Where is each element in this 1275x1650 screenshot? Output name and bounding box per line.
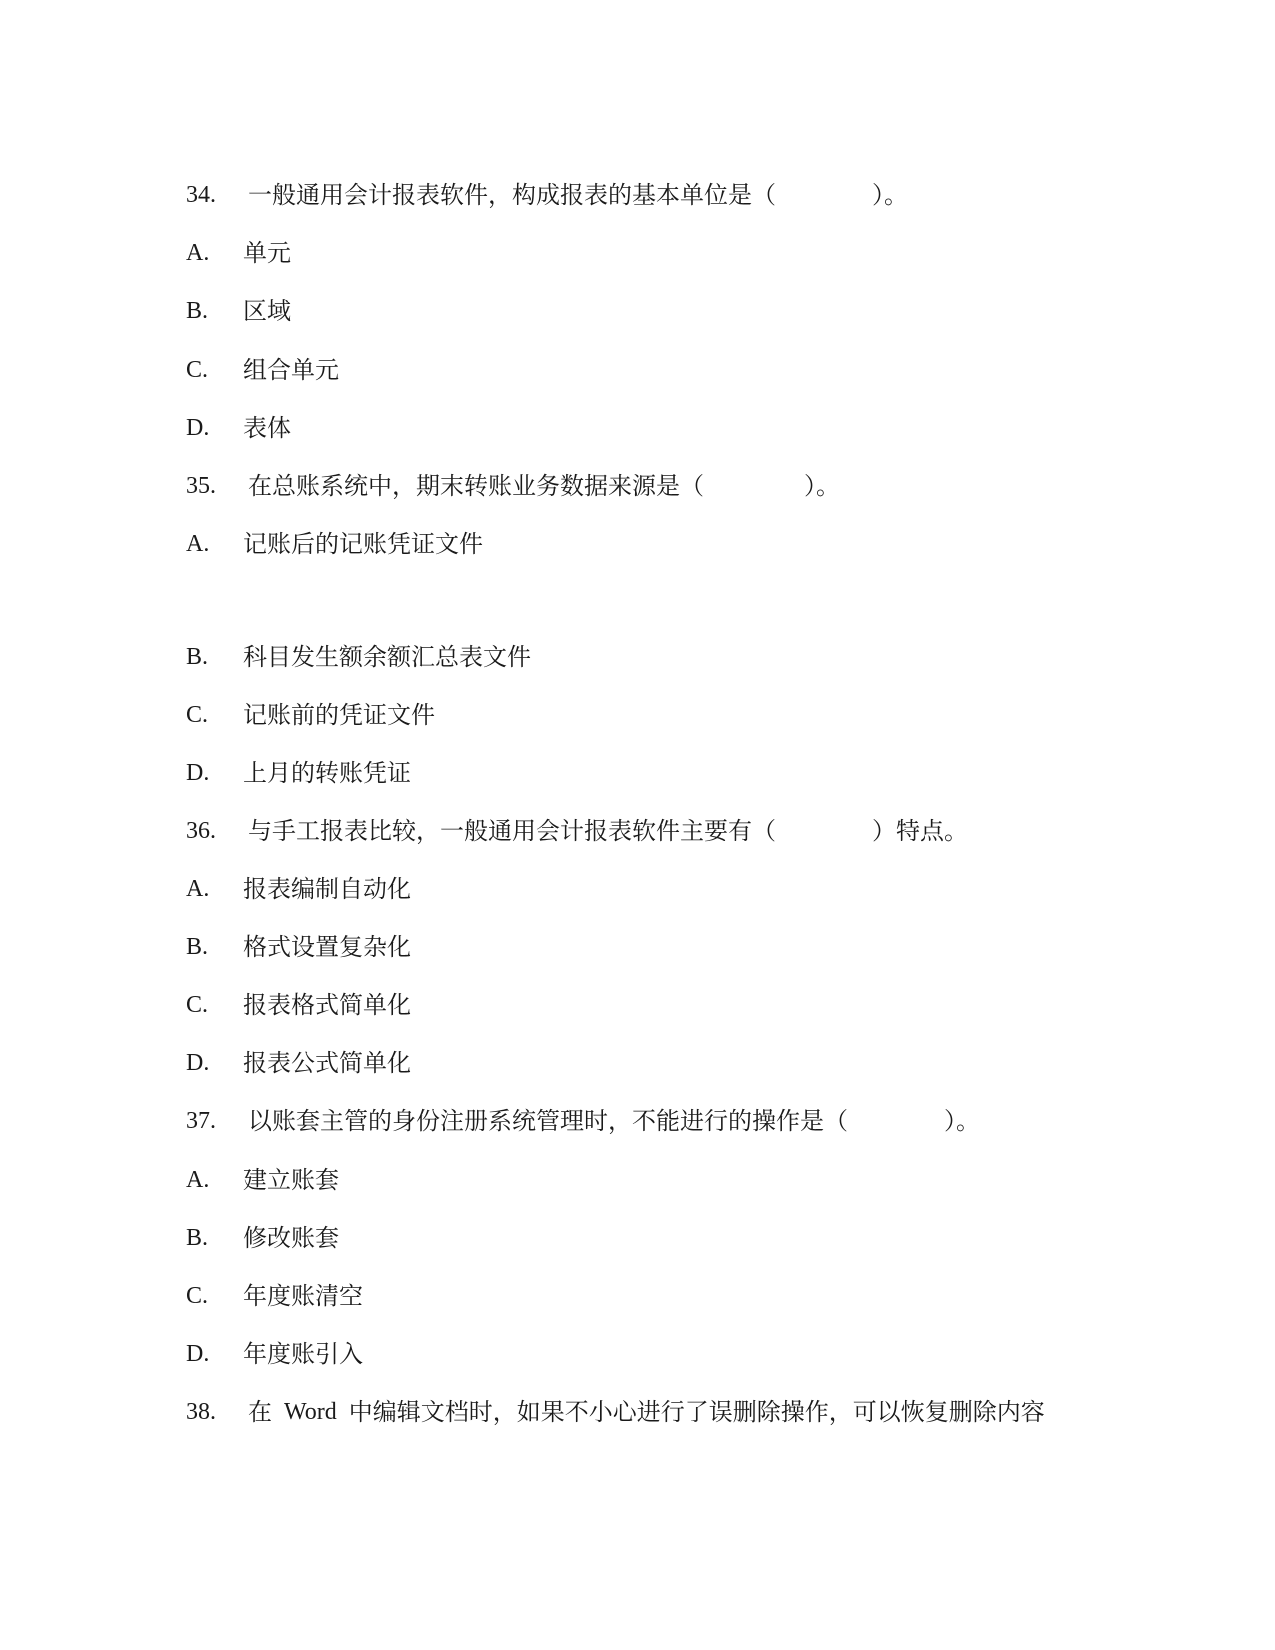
option-text: 组合单元 (243, 356, 339, 384)
question-text: 以账套主管的身份注册系统管理时，不能进行的操作是（ (248, 1107, 848, 1135)
question-34-stem (186, 179, 908, 211)
question-text-rest: 中编辑文档时，如果不小心进行了误删除操作，可以恢复删除内容 (348, 1398, 1045, 1426)
question-text: 在总账系统中，期末转账业务数据来源是（ (248, 472, 704, 500)
option-letter: D. (186, 1341, 210, 1367)
option-34-a (186, 237, 291, 269)
question-text-end: ）。 (872, 181, 908, 209)
question-text-end: ）。 (804, 472, 840, 500)
option-36-d (186, 1047, 411, 1079)
option-35-c (186, 699, 435, 731)
option-36-b (186, 931, 411, 963)
option-text: 报表格式简单化 (243, 991, 411, 1019)
question-36-stem (186, 815, 968, 847)
option-37-c (186, 1280, 363, 1312)
question-number: 34. (186, 182, 216, 208)
option-letter: C. (186, 992, 209, 1018)
option-34-b (186, 295, 291, 327)
option-letter: C. (186, 702, 209, 728)
option-34-c (186, 354, 339, 386)
option-37-b (186, 1222, 339, 1254)
option-letter: B. (186, 1225, 209, 1251)
option-letter: A. (186, 531, 210, 557)
option-letter: D. (186, 760, 210, 786)
option-letter: C. (186, 357, 209, 383)
option-letter: A. (186, 240, 210, 266)
option-letter: D. (186, 1050, 210, 1076)
option-35-b (186, 641, 531, 673)
question-number: 36. (186, 818, 216, 844)
option-text: 报表编制自动化 (243, 875, 411, 903)
option-letter: B. (186, 298, 209, 324)
option-text: 年度账清空 (243, 1282, 363, 1310)
option-letter: C. (186, 1283, 209, 1309)
option-34-d (186, 412, 291, 444)
option-text: 格式设置复杂化 (243, 933, 411, 961)
question-number: 38. (186, 1399, 216, 1425)
option-text: 单元 (243, 239, 291, 267)
option-text: 建立账套 (243, 1166, 339, 1194)
question-text: 一般通用会计报表软件，构成报表的基本单位是（ (248, 181, 776, 209)
option-text: 区域 (243, 297, 291, 325)
option-36-c (186, 989, 411, 1021)
option-37-a (186, 1164, 339, 1196)
question-35-stem (186, 470, 840, 502)
question-text-end: ）。 (944, 1107, 980, 1135)
option-text: 记账后的记账凭证文件 (243, 530, 483, 558)
option-35-a (186, 528, 483, 560)
option-letter: A. (186, 1167, 210, 1193)
option-text: 记账前的凭证文件 (243, 701, 435, 729)
question-number: 37. (186, 1108, 216, 1134)
option-text: 上月的转账凭证 (243, 759, 411, 787)
question-38-stem (186, 1396, 1045, 1428)
option-text: 科目发生额余额汇总表文件 (243, 643, 531, 671)
option-letter: B. (186, 934, 209, 960)
option-letter: B. (186, 644, 209, 670)
option-text: 年度账引入 (243, 1340, 363, 1368)
option-36-a (186, 873, 411, 905)
question-text-word: Word (284, 1399, 337, 1425)
option-letter: A. (186, 876, 210, 902)
option-text: 表体 (243, 414, 291, 442)
option-35-d (186, 757, 411, 789)
option-37-d (186, 1338, 363, 1370)
question-number: 35. (186, 473, 216, 499)
question-text: 与手工报表比较，一般通用会计报表软件主要有（ (248, 817, 776, 845)
option-text: 修改账套 (243, 1224, 339, 1252)
question-37-stem (186, 1105, 980, 1137)
option-letter: D. (186, 415, 210, 441)
question-text-end: ）特点。 (872, 817, 968, 845)
option-text: 报表公式简单化 (243, 1049, 411, 1077)
question-text: 在 (248, 1398, 272, 1426)
